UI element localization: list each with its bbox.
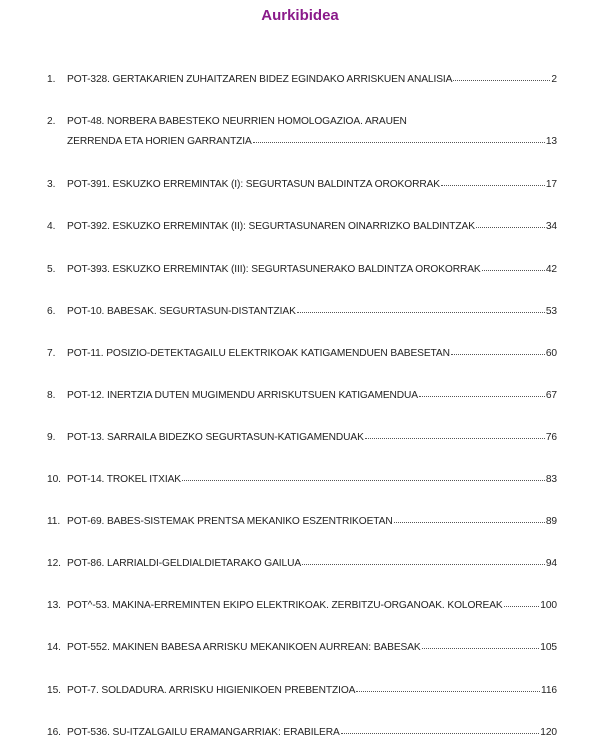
dot-leader xyxy=(422,640,540,650)
entry-number: 3. xyxy=(47,179,56,190)
entry-title[interactable]: POT-48. NORBERA BABESTEKO NEURRIEN HOMOLOGAZIOA. ARAUEN xyxy=(67,116,407,127)
dot-leader xyxy=(253,134,545,144)
entry-page-number[interactable]: 120 xyxy=(540,727,557,738)
entry-title[interactable]: POT-10. BABESAK. SEGURTASUN-DISTANTZIAK xyxy=(67,306,296,317)
entry-number: 8. xyxy=(47,390,56,401)
entry-title[interactable]: POT-7. SOLDADURA. ARRISKU HIGIENIKOEN PREBENTZIOA xyxy=(67,685,356,696)
entry-title-continued[interactable]: ZERRENDA ETA HORIEN GARRANTZIA xyxy=(67,136,252,147)
entry-page-number[interactable]: 34 xyxy=(545,221,557,232)
entry-number: 15. xyxy=(47,685,61,696)
entry-title[interactable]: POT-12. INERTZIA DUTEN MUGIMENDU ARRISKUTSUEN KATIGAMENDUA xyxy=(67,390,418,401)
entry-number: 14. xyxy=(47,642,61,653)
toc-entry[interactable] xyxy=(47,514,557,527)
entry-title[interactable]: POT-552. MAKINEN BABESA ARRISKU MEKANIKOEN AURREAN: BABESAK xyxy=(67,642,421,653)
entry-number: 7. xyxy=(47,348,56,359)
toc-entry[interactable] xyxy=(47,219,557,232)
entry-number: 13. xyxy=(47,600,61,611)
dot-leader xyxy=(356,683,540,693)
entry-page-number[interactable]: 116 xyxy=(541,685,557,696)
entry-title[interactable]: POT-536. SU-ITZALGAILU ERAMANGARRIAK: ERABILERA xyxy=(67,727,340,738)
entry-title[interactable]: POT-11. POSIZIO-DETEKTAGAILU ELEKTRIKOAK KATIGAMENDUEN BABESETAN xyxy=(67,348,450,359)
toc-entry[interactable] xyxy=(47,72,557,85)
toc-entry[interactable] xyxy=(47,725,557,738)
toc-entry[interactable] xyxy=(47,177,557,190)
entry-number: 12. xyxy=(47,558,61,569)
entry-title[interactable]: POT-393. ESKUZKO ERREMINTAK (III): SEGURTASUNERAKO BALDINTZA OROKORRAK xyxy=(67,264,481,275)
entry-page-number[interactable]: 105 xyxy=(540,642,557,653)
entry-page-number[interactable]: 76 xyxy=(545,432,557,443)
entry-number: 1. xyxy=(47,74,56,85)
entry-title[interactable]: POT-391. ESKUZKO ERREMINTAK (I): SEGURTASUN BALDINTZA OROKORRAK xyxy=(67,179,440,190)
entry-number: 5. xyxy=(47,264,56,275)
entry-number: 11. xyxy=(47,516,61,527)
dot-leader xyxy=(453,72,550,82)
toc-entry[interactable] xyxy=(47,346,557,359)
entry-page-number[interactable]: 53 xyxy=(545,306,557,317)
entry-page-number[interactable]: 60 xyxy=(545,348,557,359)
toc-entry[interactable] xyxy=(47,598,557,611)
entry-page-number[interactable]: 67 xyxy=(545,390,557,401)
dot-leader xyxy=(365,430,545,440)
toc-entry[interactable] xyxy=(47,388,557,401)
dot-leader xyxy=(419,388,545,398)
entry-title[interactable]: POT-392. ESKUZKO ERREMINTAK (II): SEGURTASUNAREN OINARRIZKO BALDINTZAK xyxy=(67,221,475,232)
entry-title[interactable]: POT-13. SARRAILA BIDEZKO SEGURTASUN-KATIGAMENDUAK xyxy=(67,432,364,443)
entry-number: 16. xyxy=(47,727,61,738)
toc-entry[interactable] xyxy=(47,304,557,317)
dot-leader xyxy=(341,725,540,735)
entry-page-number[interactable]: 2 xyxy=(551,74,557,85)
entry-title[interactable]: POT-86. LARRIALDI-GELDIALDIETARAKO GAILUA xyxy=(67,558,302,569)
dot-leader xyxy=(297,304,545,314)
entry-title[interactable]: POT-14. TROKEL ITXIAK xyxy=(67,474,181,485)
toc-entry[interactable] xyxy=(47,640,557,653)
dot-leader xyxy=(441,177,545,187)
entry-page-number[interactable]: 100 xyxy=(540,600,557,611)
entry-number: 2. xyxy=(47,116,56,127)
entry-number: 6. xyxy=(47,306,56,317)
entry-page-number[interactable]: 42 xyxy=(545,264,557,275)
entry-number: 4. xyxy=(47,221,56,232)
toc-entry[interactable] xyxy=(47,115,557,147)
toc-entry[interactable] xyxy=(47,683,557,696)
entry-page-number[interactable]: 17 xyxy=(545,179,557,190)
toc-entry[interactable] xyxy=(47,430,557,443)
entry-title[interactable]: POT^-53. MAKINA-ERREMINTEN EKIPO ELEKTRIKOAK. ZERBITZU-ORGANOAK. KOLOREAK xyxy=(67,600,503,611)
dot-leader xyxy=(451,346,545,356)
entry-page-number[interactable]: 94 xyxy=(545,558,557,569)
toc-entry[interactable] xyxy=(47,262,557,275)
entry-page-number[interactable]: 83 xyxy=(545,474,557,485)
dot-leader xyxy=(182,472,545,482)
dot-leader xyxy=(394,514,545,524)
dot-leader xyxy=(302,556,545,566)
document-title: Aurkibidea xyxy=(261,7,339,24)
entry-number: 10. xyxy=(47,474,61,485)
entry-title[interactable]: POT-328. GERTAKARIEN ZUHAITZAREN BIDEZ EGINDAKO ARRISKUEN ANALISIA xyxy=(67,74,453,85)
dot-leader xyxy=(476,219,545,229)
entry-page-number[interactable]: 89 xyxy=(545,516,557,527)
dot-leader xyxy=(504,598,540,608)
entry-page-number[interactable]: 13 xyxy=(545,136,557,147)
dot-leader xyxy=(482,262,545,272)
toc-entry[interactable] xyxy=(47,472,557,485)
entry-title[interactable]: POT-69. BABES-SISTEMAK PRENTSA MEKANIKO ESZENTRIKOETAN xyxy=(67,516,393,527)
entry-number: 9. xyxy=(47,432,56,443)
toc-entry[interactable] xyxy=(47,556,557,569)
